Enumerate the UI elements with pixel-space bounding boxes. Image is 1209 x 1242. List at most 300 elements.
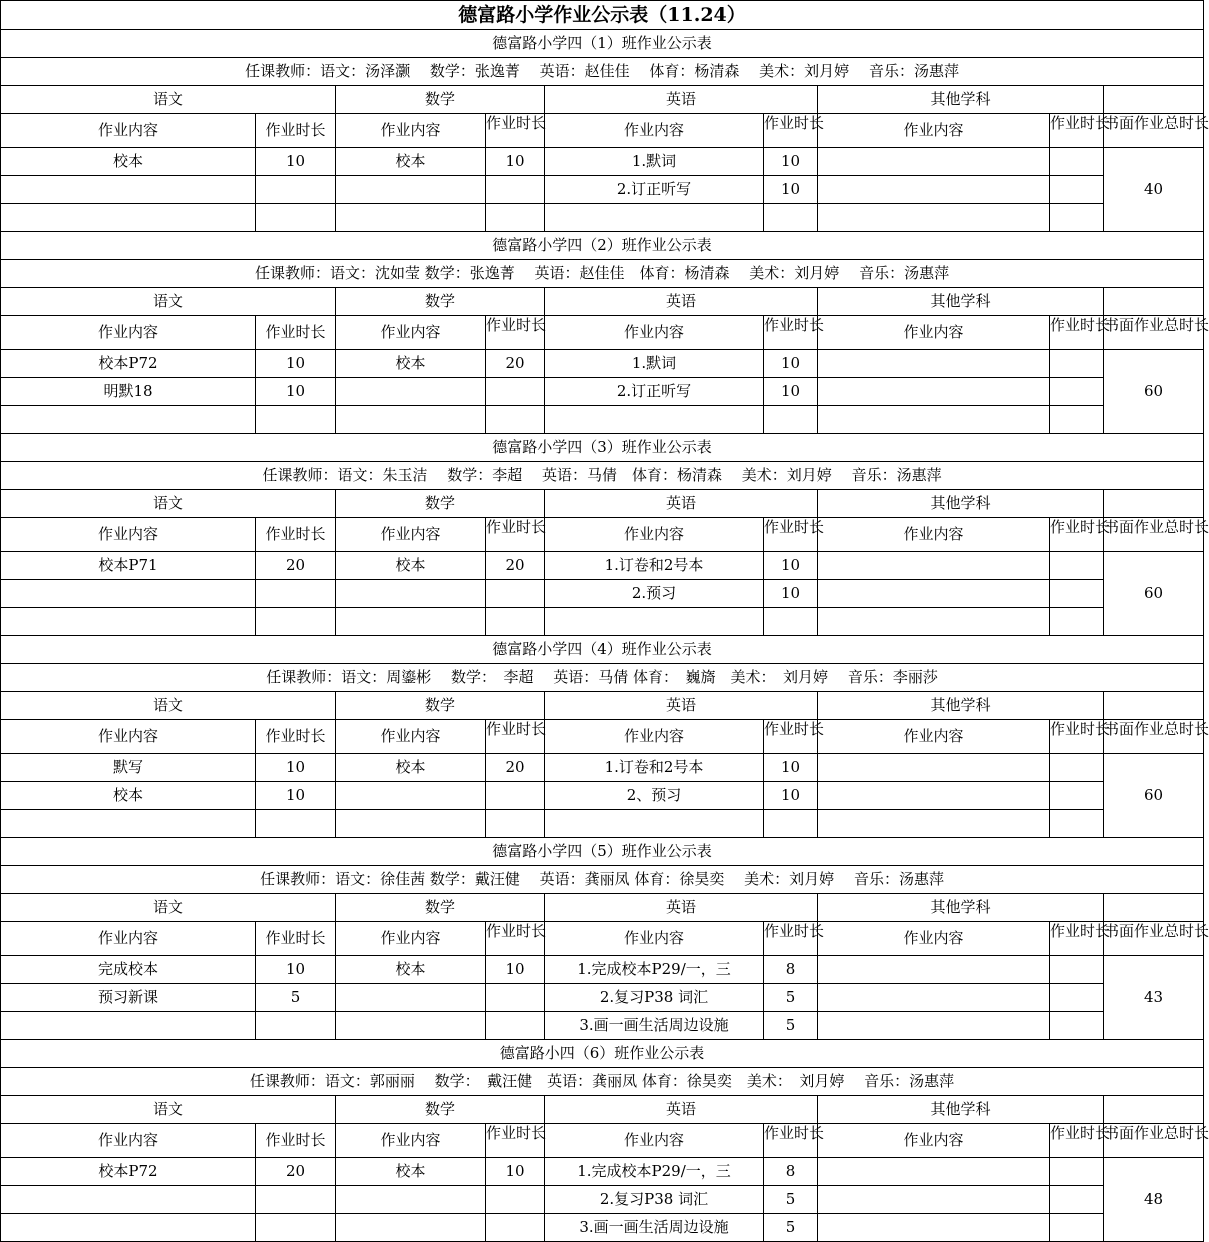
- class-title-row: [1, 1040, 1204, 1068]
- chinese-duration: [256, 1012, 336, 1040]
- other-duration: [1050, 378, 1104, 406]
- english-content: 1.订卷和2号本: [545, 552, 764, 580]
- english-content: 2.订正听写: [545, 176, 764, 204]
- header-duration-text: 作业时长: [1050, 517, 1111, 536]
- homework-row: [1, 608, 1204, 636]
- other-duration: [1050, 1214, 1104, 1242]
- header-total-text: 书面作业总时长: [1104, 113, 1209, 132]
- subject-chinese: 语文: [1, 490, 336, 518]
- header-total: [1104, 921, 1209, 956]
- header-content: 作业内容: [818, 518, 1050, 552]
- english-duration: 5: [764, 984, 818, 1012]
- other-content: [818, 956, 1050, 984]
- subject-english: 英语: [545, 86, 818, 114]
- header-content: 作业内容: [818, 114, 1050, 148]
- header-content: 作业内容: [545, 922, 764, 956]
- homework-row: [1, 204, 1204, 232]
- chinese-content: 校本P72: [1, 350, 256, 378]
- other-content: [818, 204, 1050, 232]
- other-duration: [1050, 1186, 1104, 1214]
- other-duration: [1050, 580, 1104, 608]
- english-content: 2.复习P38 词汇: [545, 1186, 764, 1214]
- english-content: 1.默词: [545, 148, 764, 176]
- subject-header-row: [1, 490, 1204, 518]
- header-duration: [1050, 113, 1111, 148]
- header-total-text: 书面作业总时长: [1104, 719, 1209, 738]
- chinese-duration: 10: [256, 782, 336, 810]
- header-content: 作业内容: [336, 518, 486, 552]
- subject-blank: [1104, 692, 1204, 720]
- total-duration: 48: [1104, 1158, 1204, 1242]
- header-duration: [486, 316, 545, 350]
- english-duration: 5: [764, 1214, 818, 1242]
- math-duration: 10: [486, 956, 545, 984]
- teachers-line: 任课教师：语文：徐佳茜 数学：戴汪健 英语：龚丽凤 体育：徐昊奕 美术：刘月婷 音乐：汤惠萍: [1, 866, 1204, 894]
- chinese-content: [1, 1012, 256, 1040]
- english-content: 2.预习: [545, 580, 764, 608]
- header-content: 作业内容: [1, 720, 256, 754]
- chinese-content: [1, 176, 256, 204]
- other-content: [818, 608, 1050, 636]
- math-duration: [486, 378, 545, 406]
- class-title: 德富路小学四（1）班作业公示表: [1, 30, 1204, 58]
- header-content: 作业内容: [545, 316, 764, 350]
- chinese-content: 校本P72: [1, 1158, 256, 1186]
- english-duration: 10: [764, 378, 818, 406]
- chinese-duration: [256, 810, 336, 838]
- math-content: [336, 406, 486, 434]
- header-duration: [486, 1124, 545, 1158]
- homework-row: [1, 580, 1204, 608]
- math-duration: [486, 580, 545, 608]
- chinese-content: 校本: [1, 782, 256, 810]
- homework-row: [1, 956, 1204, 984]
- header-content: 作业内容: [545, 114, 764, 148]
- english-content: 1.订卷和2号本: [545, 754, 764, 782]
- header-duration-text: 作业时长: [486, 315, 547, 334]
- homework-row: [1, 378, 1204, 406]
- subject-english: 英语: [545, 894, 818, 922]
- header-duration: 作业时长: [256, 316, 336, 350]
- subject-header-row: [1, 1096, 1204, 1124]
- subject-header-row: [1, 86, 1204, 114]
- teachers-line: 任课教师：语文：汤泽灏 数学：张逸菁 英语：赵佳佳 体育：杨清森 美术：刘月婷 音乐：汤惠萍: [1, 58, 1204, 86]
- header-duration-text: 作业时长: [764, 921, 825, 940]
- header-content: 作业内容: [545, 518, 764, 552]
- header-duration: 作业时长: [256, 114, 336, 148]
- math-duration: [486, 204, 545, 232]
- math-duration: [486, 810, 545, 838]
- subject-math: 数学: [336, 288, 545, 316]
- other-content: [818, 1186, 1050, 1214]
- homework-row: [1, 350, 1204, 378]
- chinese-duration: 10: [256, 378, 336, 406]
- homework-row: [1, 1012, 1204, 1040]
- other-duration: [1050, 204, 1104, 232]
- chinese-duration: 10: [256, 956, 336, 984]
- other-content: [818, 378, 1050, 406]
- other-duration: [1050, 350, 1104, 378]
- header-duration-text: 作业时长: [486, 719, 547, 738]
- header-duration-text: 作业时长: [1050, 719, 1111, 738]
- header-total: [1104, 517, 1209, 552]
- english-duration: 10: [764, 580, 818, 608]
- math-content: [336, 782, 486, 810]
- subject-blank: [1104, 894, 1204, 922]
- header-duration-text: 作业时长: [764, 719, 825, 738]
- header-total-text: 书面作业总时长: [1104, 517, 1209, 536]
- math-content: 校本: [336, 552, 486, 580]
- header-duration: 作业时长: [256, 518, 336, 552]
- english-duration: 5: [764, 1012, 818, 1040]
- other-duration: [1050, 1158, 1104, 1186]
- english-duration: 10: [764, 782, 818, 810]
- english-duration: 8: [764, 1158, 818, 1186]
- english-content: [545, 608, 764, 636]
- header-duration-text: 作业时长: [486, 517, 547, 536]
- header-duration: [764, 315, 825, 350]
- header-duration: [486, 922, 545, 956]
- class-title: 德富路小学四（4）班作业公示表: [1, 636, 1204, 664]
- column-header-row: [1, 316, 1204, 350]
- other-duration: [1050, 754, 1104, 782]
- english-duration: [764, 608, 818, 636]
- homework-row: [1, 810, 1204, 838]
- total-duration: 60: [1104, 552, 1204, 636]
- other-duration: [1050, 406, 1104, 434]
- teachers-row: [1, 866, 1204, 894]
- subject-math: 数学: [336, 692, 545, 720]
- chinese-content: [1, 810, 256, 838]
- subject-other: 其他学科: [818, 288, 1104, 316]
- page-title: 德富路小学作业公示表（11.24）: [1, 1, 1204, 30]
- subject-blank: [1104, 1096, 1204, 1124]
- english-duration: 5: [764, 1186, 818, 1214]
- math-duration: 20: [486, 552, 545, 580]
- math-content: [336, 1012, 486, 1040]
- math-content: 校本: [336, 956, 486, 984]
- teachers-line: 任课教师：语文：沈如莹 数学：张逸菁 英语：赵佳佳 体育：杨清森 美术：刘月婷 音乐：汤惠萍: [1, 260, 1204, 288]
- teachers-row: [1, 664, 1204, 692]
- english-duration: [764, 204, 818, 232]
- total-duration: 60: [1104, 350, 1204, 434]
- header-content: 作业内容: [545, 720, 764, 754]
- english-content: 1.默词: [545, 350, 764, 378]
- math-content: 校本: [336, 754, 486, 782]
- header-content: 作业内容: [1, 922, 256, 956]
- header-content: 作业内容: [818, 316, 1050, 350]
- homework-row: [1, 552, 1204, 580]
- subject-other: 其他学科: [818, 86, 1104, 114]
- other-duration: [1050, 810, 1104, 838]
- subject-chinese: 语文: [1, 894, 336, 922]
- class-title: 德富路小学四（2）班作业公示表: [1, 232, 1204, 260]
- homework-row: [1, 1186, 1204, 1214]
- english-content: 3.画一画生活周边设施: [545, 1012, 764, 1040]
- other-content: [818, 782, 1050, 810]
- chinese-duration: 5: [256, 984, 336, 1012]
- header-total-text: 书面作业总时长: [1104, 921, 1209, 940]
- column-header-row: [1, 114, 1204, 148]
- header-duration-text: 作业时长: [1050, 315, 1111, 334]
- chinese-duration: 20: [256, 552, 336, 580]
- header-content: 作业内容: [1, 114, 256, 148]
- other-content: [818, 1214, 1050, 1242]
- other-duration: [1050, 176, 1104, 204]
- header-content: 作业内容: [1, 316, 256, 350]
- chinese-duration: [256, 406, 336, 434]
- header-duration: 作业时长: [256, 1124, 336, 1158]
- header-duration: [764, 719, 825, 754]
- header-duration: 作业时长: [256, 720, 336, 754]
- teachers-row: [1, 260, 1204, 288]
- header-total-text: 书面作业总时长: [1104, 315, 1209, 334]
- math-content: [336, 1186, 486, 1214]
- chinese-content: [1, 406, 256, 434]
- homework-row: [1, 406, 1204, 434]
- math-duration: [486, 406, 545, 434]
- header-duration-text: 作业时长: [1050, 921, 1111, 940]
- math-content: [336, 984, 486, 1012]
- english-content: 1.完成校本P29/一，三: [545, 1158, 764, 1186]
- english-content: [545, 406, 764, 434]
- other-content: [818, 984, 1050, 1012]
- math-duration: [486, 608, 545, 636]
- header-duration: [1050, 921, 1111, 956]
- english-duration: 10: [764, 148, 818, 176]
- header-duration: [764, 517, 825, 552]
- math-duration: [486, 1186, 545, 1214]
- header-duration: [764, 921, 825, 956]
- header-duration: 作业时长: [256, 922, 336, 956]
- header-duration: [1050, 315, 1111, 350]
- header-content: 作业内容: [336, 922, 486, 956]
- subject-chinese: 语文: [1, 288, 336, 316]
- english-duration: 10: [764, 552, 818, 580]
- teachers-row: [1, 58, 1204, 86]
- chinese-duration: 10: [256, 350, 336, 378]
- class-title: 德富路小四（6）班作业公示表: [1, 1040, 1204, 1068]
- header-total-text: 书面作业总时长: [1104, 1123, 1209, 1142]
- header-duration-text: 作业时长: [764, 1123, 825, 1142]
- other-content: [818, 350, 1050, 378]
- english-duration: 10: [764, 350, 818, 378]
- subject-math: 数学: [336, 894, 545, 922]
- other-duration: [1050, 148, 1104, 176]
- english-duration: 10: [764, 176, 818, 204]
- chinese-content: 完成校本: [1, 956, 256, 984]
- other-content: [818, 1158, 1050, 1186]
- chinese-duration: 10: [256, 148, 336, 176]
- header-content: 作业内容: [818, 720, 1050, 754]
- total-duration: 40: [1104, 148, 1204, 232]
- homework-row: [1, 176, 1204, 204]
- homework-row: [1, 1158, 1204, 1186]
- english-duration: [764, 406, 818, 434]
- math-duration: 20: [486, 350, 545, 378]
- teachers-row: [1, 462, 1204, 490]
- chinese-duration: 10: [256, 754, 336, 782]
- subject-math: 数学: [336, 86, 545, 114]
- subject-math: 数学: [336, 490, 545, 518]
- homework-row: [1, 1214, 1204, 1242]
- teachers-row: [1, 1068, 1204, 1096]
- subject-header-row: [1, 894, 1204, 922]
- subject-other: 其他学科: [818, 894, 1104, 922]
- math-content: [336, 608, 486, 636]
- header-total: [1104, 113, 1209, 148]
- class-title-row: [1, 232, 1204, 260]
- other-content: [818, 176, 1050, 204]
- header-duration: [486, 114, 545, 148]
- header-content: 作业内容: [336, 114, 486, 148]
- column-header-row: [1, 720, 1204, 754]
- subject-english: 英语: [545, 490, 818, 518]
- class-title: 德富路小学四（5）班作业公示表: [1, 838, 1204, 866]
- chinese-duration: [256, 580, 336, 608]
- english-duration: [764, 810, 818, 838]
- subject-chinese: 语文: [1, 1096, 336, 1124]
- chinese-content: [1, 1186, 256, 1214]
- other-duration: [1050, 608, 1104, 636]
- subject-english: 英语: [545, 692, 818, 720]
- math-content: [336, 580, 486, 608]
- chinese-duration: [256, 1186, 336, 1214]
- other-duration: [1050, 782, 1104, 810]
- math-duration: [486, 1012, 545, 1040]
- math-content: [336, 810, 486, 838]
- chinese-content: 预习新课: [1, 984, 256, 1012]
- chinese-content: [1, 580, 256, 608]
- header-content: 作业内容: [336, 720, 486, 754]
- chinese-duration: 20: [256, 1158, 336, 1186]
- subject-blank: [1104, 86, 1204, 114]
- chinese-content: 默写: [1, 754, 256, 782]
- class-title-row: [1, 434, 1204, 462]
- chinese-duration: [256, 1214, 336, 1242]
- subject-chinese: 语文: [1, 692, 336, 720]
- subject-header-row: [1, 692, 1204, 720]
- teachers-line: 任课教师：语文：郭丽丽 数学： 戴汪健 英语：龚丽凤 体育：徐昊奕 美术： 刘月婷 音乐：汤惠萍: [1, 1068, 1204, 1096]
- math-duration: [486, 984, 545, 1012]
- header-total: [1104, 1123, 1209, 1158]
- subject-english: 英语: [545, 1096, 818, 1124]
- homework-row: [1, 782, 1204, 810]
- header-duration: [1050, 1123, 1111, 1158]
- other-content: [818, 1012, 1050, 1040]
- other-content: [818, 406, 1050, 434]
- header-duration-text: 作业时长: [1050, 113, 1111, 132]
- english-content: 2.订正听写: [545, 378, 764, 406]
- class-title-row: [1, 838, 1204, 866]
- column-header-row: [1, 922, 1204, 956]
- chinese-content: 校本: [1, 148, 256, 176]
- header-content: 作业内容: [818, 922, 1050, 956]
- chinese-content: 明默18: [1, 378, 256, 406]
- chinese-content: [1, 608, 256, 636]
- homework-row: [1, 984, 1204, 1012]
- english-content: [545, 204, 764, 232]
- other-duration: [1050, 552, 1104, 580]
- english-content: [545, 810, 764, 838]
- subject-other: 其他学科: [818, 1096, 1104, 1124]
- english-content: 2.复习P38 词汇: [545, 984, 764, 1012]
- math-content: 校本: [336, 148, 486, 176]
- math-duration: [486, 176, 545, 204]
- subject-other: 其他学科: [818, 490, 1104, 518]
- class-title-row: [1, 30, 1204, 58]
- homework-row: [1, 754, 1204, 782]
- header-duration: [1050, 517, 1111, 552]
- header-duration-text: 作业时长: [486, 113, 547, 132]
- math-content: 校本: [336, 350, 486, 378]
- subject-header-row: [1, 288, 1204, 316]
- chinese-duration: [256, 176, 336, 204]
- other-content: [818, 580, 1050, 608]
- header-duration: [486, 518, 545, 552]
- chinese-content: [1, 1214, 256, 1242]
- english-content: 1.完成校本P29/一，三: [545, 956, 764, 984]
- english-content: 2、预习: [545, 782, 764, 810]
- math-duration: 10: [486, 148, 545, 176]
- english-content: 3.画一画生活周边设施: [545, 1214, 764, 1242]
- class-title: 德富路小学四（3）班作业公示表: [1, 434, 1204, 462]
- english-duration: 10: [764, 754, 818, 782]
- subject-english: 英语: [545, 288, 818, 316]
- total-duration: 60: [1104, 754, 1204, 838]
- english-duration: 8: [764, 956, 818, 984]
- math-content: 校本: [336, 1158, 486, 1186]
- header-duration: [764, 1123, 825, 1158]
- chinese-content: 校本P71: [1, 552, 256, 580]
- other-duration: [1050, 956, 1104, 984]
- column-header-row: [1, 518, 1204, 552]
- math-duration: 20: [486, 754, 545, 782]
- subject-other: 其他学科: [818, 692, 1104, 720]
- subject-blank: [1104, 288, 1204, 316]
- header-duration-text: 作业时长: [486, 1123, 547, 1142]
- math-content: [336, 204, 486, 232]
- header-duration-text: 作业时长: [1050, 1123, 1111, 1142]
- header-content: 作业内容: [1, 1124, 256, 1158]
- header-total: [1104, 719, 1209, 754]
- header-total: [1104, 315, 1209, 350]
- header-duration: [1050, 719, 1111, 754]
- other-content: [818, 148, 1050, 176]
- header-duration: [486, 720, 545, 754]
- header-duration-text: 作业时长: [764, 315, 825, 334]
- other-content: [818, 754, 1050, 782]
- teachers-line: 任课教师：语文：朱玉洁 数学：李超 英语：马倩 体育：杨清森 美术：刘月婷 音乐：汤惠萍: [1, 462, 1204, 490]
- chinese-duration: [256, 204, 336, 232]
- math-duration: 10: [486, 1158, 545, 1186]
- subject-blank: [1104, 490, 1204, 518]
- class-title-row: [1, 636, 1204, 664]
- header-content: 作业内容: [1, 518, 256, 552]
- math-duration: [486, 1214, 545, 1242]
- other-duration: [1050, 1012, 1104, 1040]
- other-content: [818, 552, 1050, 580]
- math-content: [336, 378, 486, 406]
- other-content: [818, 810, 1050, 838]
- homework-row: [1, 148, 1204, 176]
- subject-math: 数学: [336, 1096, 545, 1124]
- column-header-row: [1, 1124, 1204, 1158]
- header-duration-text: 作业时长: [486, 921, 547, 940]
- math-content: [336, 1214, 486, 1242]
- total-duration: 43: [1104, 956, 1204, 1040]
- header-duration: [764, 113, 825, 148]
